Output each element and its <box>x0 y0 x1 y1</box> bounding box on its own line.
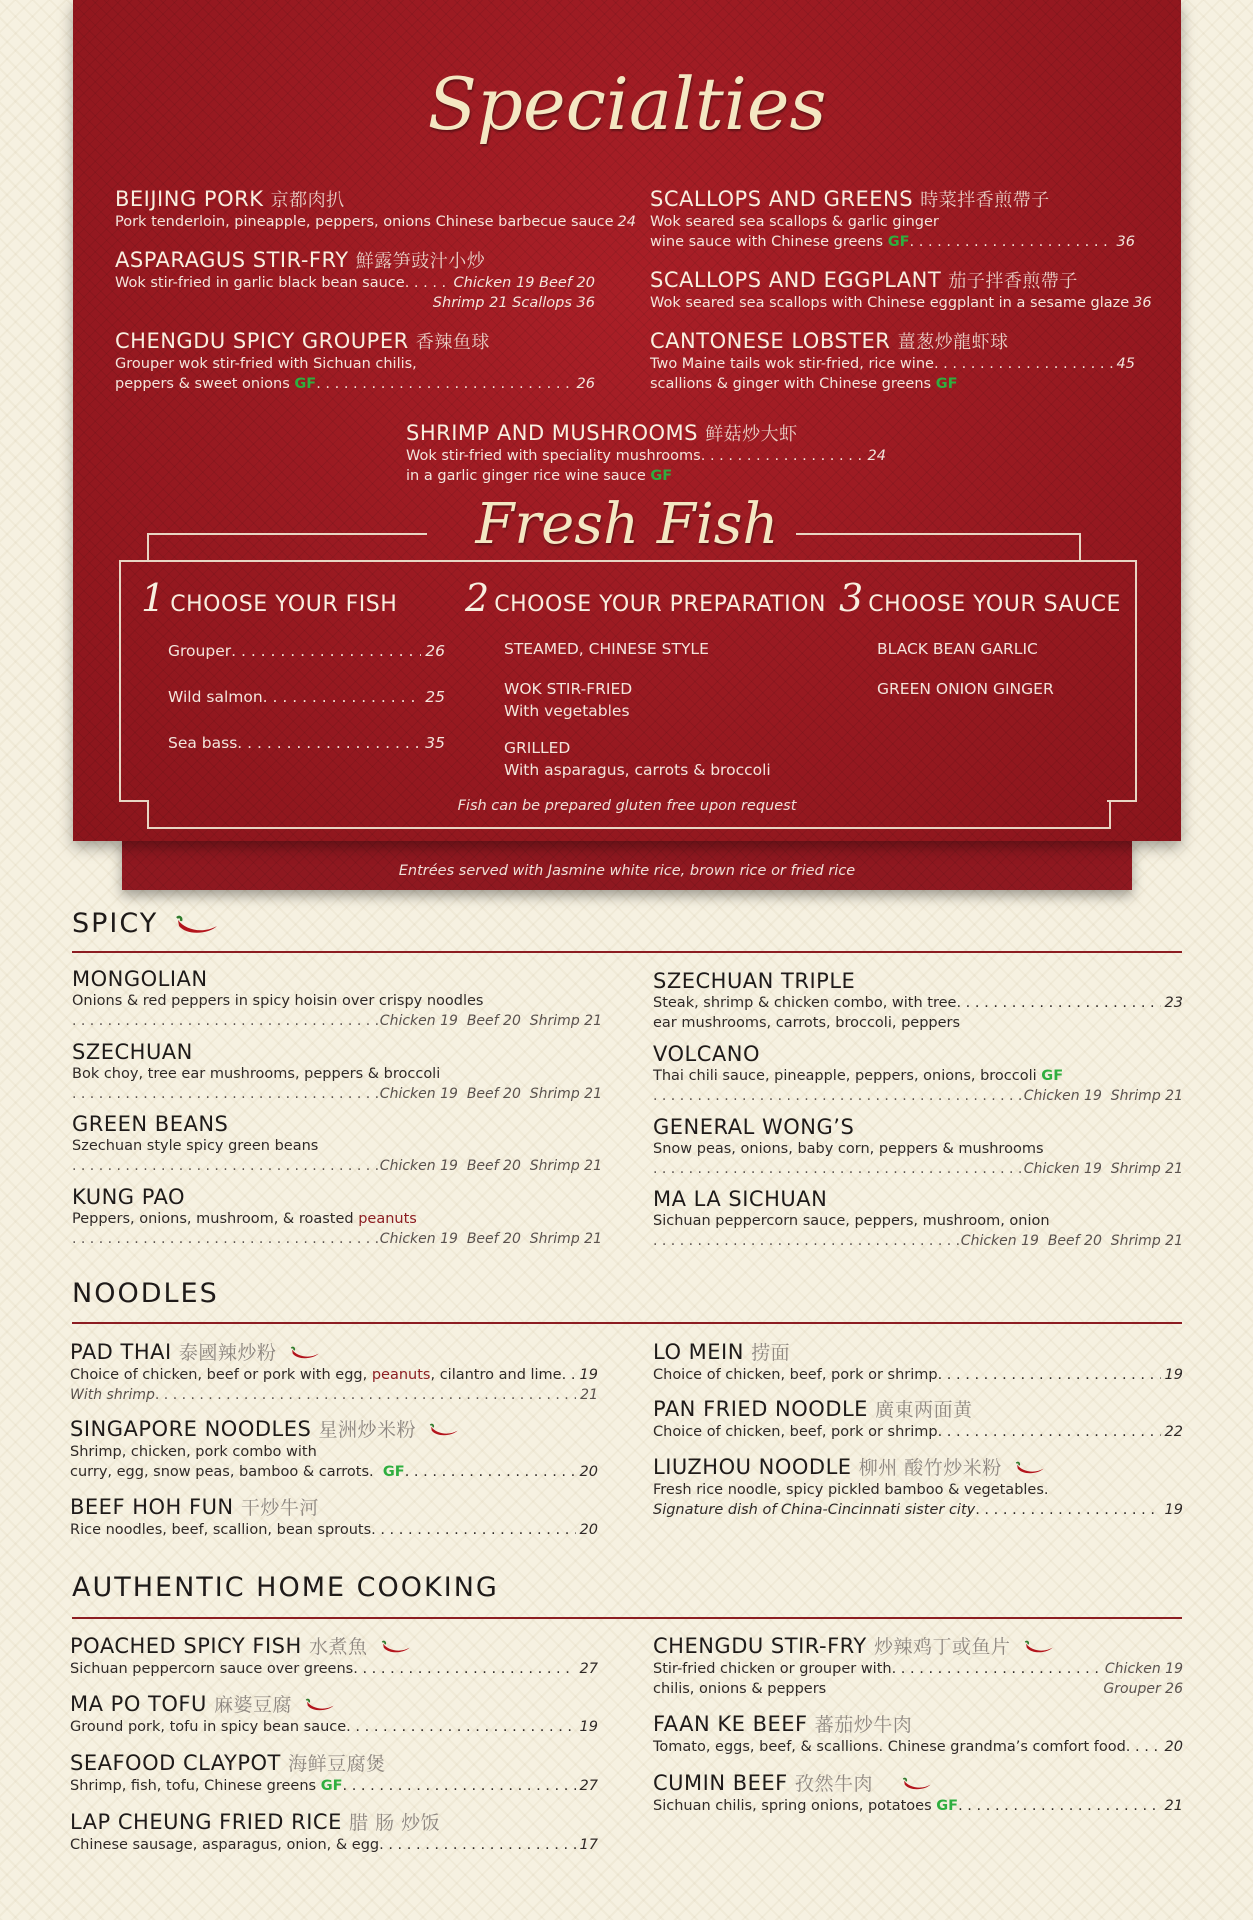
item-price: 21 <box>1164 1798 1183 1814</box>
item-zh: 星洲炒米粉 <box>318 1419 417 1441</box>
item-zh: 時菜拌香煎帶子 <box>920 190 1050 211</box>
item-price: 24 <box>617 214 636 230</box>
noodle-singapore <box>70 1415 598 1482</box>
step-number: 2 <box>465 576 490 620</box>
item-name: BEIJING PORK <box>115 187 264 211</box>
spicy-kung-pao <box>72 1185 602 1249</box>
item-name: ASPARAGUS STIR-FRY <box>115 248 349 272</box>
item-zh: 泰國辣炒粉 <box>178 1342 277 1364</box>
gf-badge: GF <box>320 1778 343 1794</box>
sauce-green-onion-ginger: GREEN ONION GINGER <box>877 680 1054 698</box>
item-desc: Ground pork, tofu in spicy bean sauce <box>70 1719 347 1735</box>
item-price: 24 <box>867 448 886 464</box>
prep-wok-stir-fried <box>504 678 632 722</box>
step-3 <box>839 576 1121 620</box>
entree-note-banner <box>122 838 1132 890</box>
item-price: 19 <box>579 1367 598 1383</box>
step-2 <box>465 576 826 620</box>
item-price: 36 <box>1116 234 1135 250</box>
item-desc-2: wine sauce with Chinese greens <box>650 234 884 250</box>
item-desc-2: curry, egg, snow peas, bamboo & carrots. <box>70 1464 374 1480</box>
prep-grilled <box>504 737 771 781</box>
price-label: Shrimp <box>1110 1161 1161 1177</box>
item-zh: 捞面 <box>751 1342 791 1364</box>
price-value: 21 <box>584 1158 602 1174</box>
item-desc-2: scallions & ginger with Chinese greens <box>650 376 932 392</box>
item-desc: Wok seared sea scallops with Chinese eggplant in a sesame glaze <box>650 295 1130 311</box>
step-number: 3 <box>839 576 864 620</box>
item-name: CANTONESE LOBSTER <box>650 329 891 353</box>
chili-pepper-icon <box>1015 1460 1045 1476</box>
price-value: 20 <box>503 1086 521 1102</box>
item-name: SCALLOPS AND EGGPLANT <box>650 268 942 292</box>
home-lap-cheung-fried-rice <box>70 1808 598 1855</box>
fish-price: 35 <box>425 734 445 752</box>
spicy-green-beans <box>72 1112 602 1176</box>
price-label: Chicken <box>1023 1088 1080 1104</box>
item-desc: Two Maine tails wok stir-fried, rice wine <box>650 356 934 372</box>
fresh-fish-title: Fresh Fish <box>475 492 779 557</box>
item-price-2: Grouper 26 <box>1103 1681 1183 1697</box>
item-price: 27 <box>579 1778 598 1794</box>
item-desc-2: chilis, onions & peppers <box>653 1681 827 1697</box>
item-name: SINGAPORE NOODLES <box>70 1417 312 1441</box>
specialty-scallops-and-eggplant <box>650 267 1152 313</box>
specialty-chengdu-spicy-grouper <box>115 328 595 394</box>
item-zh: 茄子拌香煎帶子 <box>948 271 1078 292</box>
step-number: 1 <box>141 576 166 620</box>
item-desc: Thai chili sauce, pineapple, peppers, onions, broccoli <box>653 1068 1037 1084</box>
item-desc-end: , cilantro and lime <box>430 1367 562 1383</box>
item-price-2: Shrimp 21 Scallops 36 <box>432 295 595 311</box>
gf-badge: GF <box>1041 1068 1064 1084</box>
section-rule-noodles <box>72 1322 1182 1324</box>
item-price: 17 <box>579 1837 598 1853</box>
frame-top-right <box>796 533 1081 562</box>
chili-pepper-icon <box>305 1697 335 1713</box>
price-value: 21 <box>584 1231 602 1247</box>
prep-name: GRILLED <box>504 739 571 757</box>
item-desc: Wok seared sea scallops & garlic ginger <box>650 214 939 230</box>
fish-price: 26 <box>425 642 445 660</box>
chili-pepper-icon <box>902 1776 932 1792</box>
item-price: 19 <box>1164 1367 1183 1383</box>
item-price: 26 <box>576 376 595 392</box>
item-price: 22 <box>1164 1424 1183 1440</box>
fish-price: 25 <box>425 688 445 706</box>
item-name: MA LA SICHUAN <box>653 1187 828 1211</box>
item-zh: 香辣鱼球 <box>415 332 490 353</box>
item-price: 19 <box>579 1719 598 1735</box>
item-name: BEEF HOH FUN <box>70 1495 234 1519</box>
price-value: 20 <box>503 1231 521 1247</box>
price-label: Beef <box>466 1158 499 1174</box>
item-desc: Sichuan chilis, spring onions, potatoes <box>653 1798 932 1814</box>
item-desc: Choice of chicken, beef, pork or shrimp <box>653 1424 938 1440</box>
item-desc: Wok stir-fried with speciality mushrooms <box>406 448 701 464</box>
section-title-home-cooking: AUTHENTIC HOME COOKING <box>72 1572 499 1603</box>
price-value: 19 <box>440 1158 458 1174</box>
item-desc: Snow peas, onions, baby corn, peppers & mushrooms <box>653 1141 1044 1157</box>
price-label: Shrimp <box>1110 1088 1161 1104</box>
item-price: Chicken 19 <box>1104 1661 1183 1677</box>
specialty-beijing-pork <box>115 186 636 232</box>
price-value: 19 <box>1084 1088 1102 1104</box>
prep-name: WOK STIR-FRIED <box>504 680 633 698</box>
chili-pepper-icon <box>1024 1639 1054 1655</box>
price-value: 19 <box>440 1231 458 1247</box>
item-desc: Pork tenderloin, pineapple, peppers, onions Chinese barbecue sauce <box>115 214 614 230</box>
noodle-liuzhou <box>653 1453 1183 1520</box>
item-desc: Choice of chicken, beef or pork with egg, <box>70 1367 372 1383</box>
prep-note: With vegetables <box>504 702 630 720</box>
price-value: 21 <box>584 1086 602 1102</box>
fish-footnote: Fish can be prepared gluten free upon request <box>457 798 797 814</box>
item-price: 20 <box>579 1522 598 1538</box>
specialty-asparagus-stir-fry <box>115 247 595 313</box>
price-value: 21 <box>1165 1233 1183 1249</box>
item-zh: 水煮魚 <box>308 1636 368 1658</box>
sauce-black-bean-garlic: BLACK BEAN GARLIC <box>877 640 1038 658</box>
prep-note: With asparagus, carrots & broccoli <box>504 761 771 779</box>
price-label: Beef <box>466 1013 499 1029</box>
specialty-scallops-and-greens <box>650 186 1135 252</box>
item-name: GENERAL WONG’S <box>653 1115 855 1139</box>
section-rule-spicy <box>72 951 1182 953</box>
item-price: Chicken 19 Beef 20 <box>453 275 595 291</box>
fish-option-sea-bass <box>168 732 445 754</box>
step-label: CHOOSE YOUR FISH <box>170 592 398 617</box>
price-value: 19 <box>1021 1233 1039 1249</box>
noodle-lo-mein <box>653 1338 1183 1385</box>
price-label: Shrimp <box>529 1086 580 1102</box>
chili-pepper-icon <box>381 1639 411 1655</box>
spicy-ma-la-sichuan <box>653 1187 1183 1251</box>
item-desc: Rice noodles, beef, scallion, bean sprouts <box>70 1522 372 1538</box>
price-value: 19 <box>1084 1161 1102 1177</box>
price-label: Beef <box>1047 1233 1080 1249</box>
item-price: 20 <box>579 1464 598 1480</box>
noodle-pan-fried <box>653 1395 1183 1442</box>
gf-badge: GF <box>650 468 673 484</box>
item-desc: Onions & red peppers in spicy hoisin over crispy noodles <box>72 993 484 1009</box>
item-desc: Choice of chicken, beef, pork or shrimp <box>653 1367 938 1383</box>
item-desc-2: ear mushrooms, carrots, broccoli, peppers <box>653 1015 961 1031</box>
gf-badge: GF <box>935 376 958 392</box>
specialties-title: Specialties <box>427 62 827 146</box>
price-value: 20 <box>503 1013 521 1029</box>
price-label: Beef <box>466 1231 499 1247</box>
item-desc: Shrimp, chicken, pork combo with <box>70 1444 317 1460</box>
spicy-szechuan-triple <box>653 969 1183 1033</box>
home-chengdu-stir-fry <box>653 1632 1183 1699</box>
item-desc: Stir-fried chicken or grouper with <box>653 1661 892 1677</box>
item-name: GREEN BEANS <box>72 1112 229 1136</box>
price-label: Chicken <box>379 1013 436 1029</box>
item-zh: 海鲜豆腐煲 <box>288 1753 386 1775</box>
item-price: 27 <box>579 1661 598 1677</box>
item-zh: 鲜菇炒大虾 <box>705 424 798 445</box>
item-desc: Grouper wok stir-fried with Sichuan chilis, <box>115 356 417 372</box>
item-name: KUNG PAO <box>72 1185 186 1209</box>
item-zh: 干炒牛河 <box>240 1497 319 1519</box>
item-desc: Szechuan style spicy green beans <box>72 1138 319 1154</box>
spicy-general-wongs <box>653 1115 1183 1179</box>
home-faan-ke-beef <box>653 1710 1183 1757</box>
item-desc: Fresh rice noodle, spicy pickled bamboo & vegetables. <box>653 1482 1049 1498</box>
price-label: Chicken <box>379 1158 436 1174</box>
item-zh: 薑葱炒龍虾球 <box>897 332 1009 353</box>
item-desc: Tomato, eggs, beef, & scallions. Chinese grandma’s comfort food <box>653 1739 1126 1755</box>
price-label: Beef <box>466 1086 499 1102</box>
item-name: LIUZHOU NOODLE <box>653 1455 852 1479</box>
home-seafood-claypot <box>70 1749 598 1796</box>
item-zh: 蕃茄炒牛肉 <box>814 1714 913 1736</box>
item-name: SHRIMP AND MUSHROOMS <box>406 421 698 445</box>
item-name: VOLCANO <box>653 1042 760 1066</box>
section-title-noodles: NOODLES <box>72 1278 219 1309</box>
spicy-volcano <box>653 1042 1183 1106</box>
price-label: Shrimp <box>529 1158 580 1174</box>
item-sub-price: 21 <box>580 1387 598 1403</box>
specialties-panel <box>73 0 1181 841</box>
item-name: LAP CHEUNG FRIED RICE <box>70 1810 342 1834</box>
gf-badge: GF <box>936 1798 959 1814</box>
price-value: 20 <box>503 1158 521 1174</box>
entree-note: Entrées served with Jasmine white rice, brown rice or fried rice <box>398 863 856 879</box>
item-zh: 鮮露笋豉汁小炒 <box>355 251 486 272</box>
prep-steamed <box>504 638 709 660</box>
item-name: MONGOLIAN <box>72 967 208 991</box>
item-desc: Wok stir-fried in garlic black bean sauce <box>115 275 405 291</box>
item-desc: Bok choy, tree ear mushrooms, peppers & broccoli <box>72 1066 441 1082</box>
item-name: CUMIN BEEF <box>653 1771 788 1795</box>
price-label: Shrimp <box>1110 1233 1161 1249</box>
price-value: 20 <box>1084 1233 1102 1249</box>
specialty-shrimp-and-mushrooms <box>406 420 886 486</box>
section-title-spicy <box>72 908 219 939</box>
price-value: 21 <box>1165 1088 1183 1104</box>
price-label: Chicken <box>379 1086 436 1102</box>
item-zh: 麻婆豆腐 <box>214 1694 293 1716</box>
gf-badge: GF <box>294 376 317 392</box>
item-name: SZECHUAN <box>72 1040 193 1064</box>
item-desc: Steak, shrimp & chicken combo, with tree <box>653 995 957 1011</box>
chili-pepper-icon <box>290 1345 320 1361</box>
item-name: POACHED SPICY FISH <box>70 1634 302 1658</box>
price-value: 19 <box>440 1086 458 1102</box>
price-value: 19 <box>440 1013 458 1029</box>
item-name: CHENGDU STIR-FRY <box>653 1634 867 1658</box>
step-label: CHOOSE YOUR SAUCE <box>868 592 1121 617</box>
price-value: 21 <box>584 1013 602 1029</box>
price-label: Chicken <box>379 1231 436 1247</box>
item-zh: 腊 肠 炒饭 <box>349 1812 441 1834</box>
item-name: SZECHUAN TRIPLE <box>653 969 856 993</box>
item-name: CHENGDU SPICY GROUPER <box>115 329 409 353</box>
fish-name: Wild salmon <box>168 688 263 706</box>
fish-name: Grouper <box>168 642 232 660</box>
item-price: 23 <box>1164 995 1183 1011</box>
item-desc-2: in a garlic ginger rice wine sauce <box>406 468 646 484</box>
home-ma-po-tofu <box>70 1690 598 1737</box>
chili-pepper-icon <box>175 914 219 936</box>
item-name: SCALLOPS AND GREENS <box>650 187 914 211</box>
item-zh: 柳州 酸竹炒米粉 <box>858 1457 1002 1479</box>
item-price: 36 <box>1133 295 1152 311</box>
item-name: MA PO TOFU <box>70 1692 207 1716</box>
spicy-mongolian <box>72 967 602 1031</box>
noodle-pad-thai <box>70 1338 598 1405</box>
step-1 <box>141 576 397 620</box>
item-name: SEAFOOD CLAYPOT <box>70 1751 281 1775</box>
item-name: PAN FRIED NOODLE <box>653 1397 868 1421</box>
item-desc: Sichuan peppercorn sauce over greens <box>70 1661 354 1677</box>
step-label: CHOOSE YOUR PREPARATION <box>494 592 826 617</box>
fish-option-wild-salmon <box>168 686 445 708</box>
allergen-peanuts: peanuts <box>358 1211 417 1227</box>
gf-badge: GF <box>382 1464 405 1480</box>
section-rule-home-cooking <box>72 1617 1182 1619</box>
price-label: Shrimp <box>529 1013 580 1029</box>
chili-pepper-icon <box>429 1422 459 1438</box>
item-price: 20 <box>1164 1739 1183 1755</box>
item-desc-2: peppers & sweet onions <box>115 376 290 392</box>
item-zh: 炒辣鸡丁或鱼片 <box>873 1636 1011 1658</box>
home-cumin-beef <box>653 1769 1183 1816</box>
prep-name: STEAMED, CHINESE STYLE <box>504 640 709 658</box>
fish-name: Sea bass <box>168 734 238 752</box>
specialty-cantonese-lobster <box>650 328 1135 394</box>
item-desc: Sichuan peppercorn sauce, peppers, mushroom, onion <box>653 1213 1050 1229</box>
item-desc: Peppers, onions, mushroom, & roasted <box>72 1211 359 1227</box>
item-name: PAD THAI <box>70 1340 172 1364</box>
noodle-beef-hoh-fun <box>70 1493 598 1540</box>
item-zh: 京都肉扒 <box>270 190 345 211</box>
fish-option-grouper <box>168 640 445 662</box>
price-label: Chicken <box>1023 1161 1080 1177</box>
frame-top-left <box>147 533 427 562</box>
item-desc: Chinese sausage, asparagus, onion, & egg <box>70 1837 380 1853</box>
price-label: Shrimp <box>529 1231 580 1247</box>
item-zh: 孜然牛肉 <box>794 1773 873 1795</box>
item-desc-2: Signature dish of China-Cincinnati sister city <box>653 1502 976 1518</box>
price-value: 21 <box>1165 1161 1183 1177</box>
item-price: 45 <box>1116 356 1135 372</box>
item-zh: 廣東两面黄 <box>875 1399 973 1421</box>
price-label: Chicken <box>960 1233 1017 1249</box>
home-poached-spicy-fish <box>70 1632 598 1679</box>
item-name: FAAN KE BEEF <box>653 1712 808 1736</box>
section-title-text: SPICY <box>72 908 159 939</box>
spicy-szechuan <box>72 1040 602 1104</box>
gf-badge: GF <box>887 234 910 250</box>
item-name: LO MEIN <box>653 1340 744 1364</box>
allergen-peanuts: peanuts <box>371 1367 431 1383</box>
item-desc: Shrimp, fish, tofu, Chinese greens <box>70 1778 317 1794</box>
item-price: 19 <box>1164 1502 1183 1518</box>
item-sub: With shrimp <box>70 1387 155 1403</box>
